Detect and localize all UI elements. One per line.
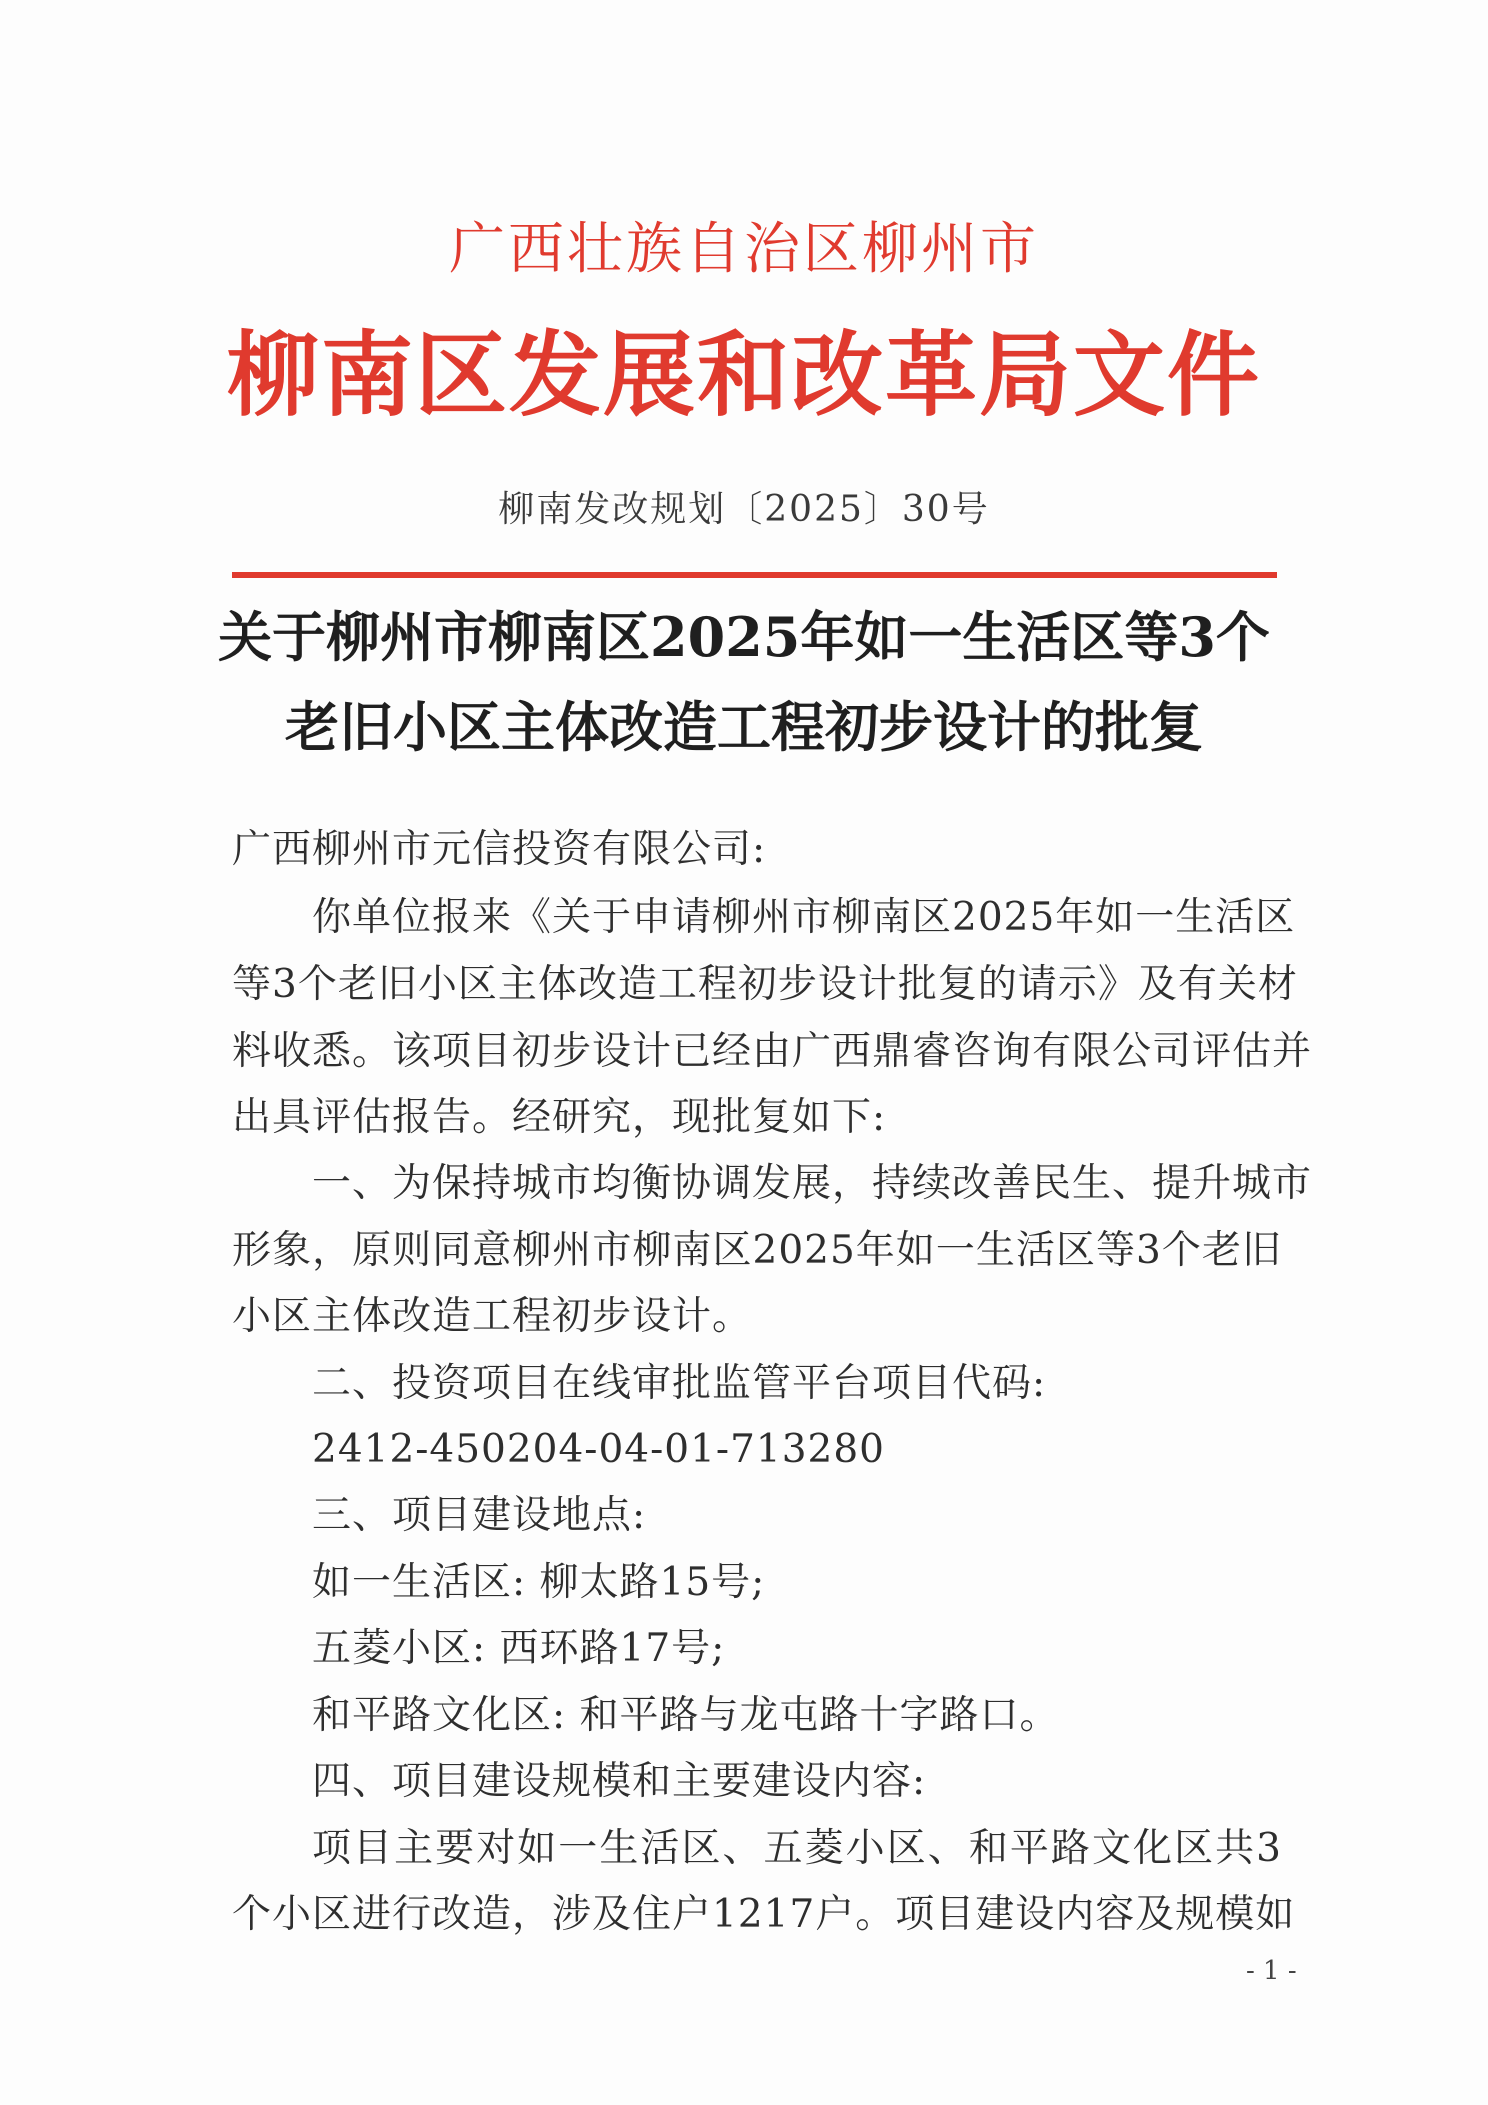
project-code: 2412-450204-04-01-713280 (312, 1427, 885, 1472)
body-line-2: 等3个老旧小区主体改造工程初步设计批复的请示》及有关材 (232, 962, 1298, 1007)
location-ruyi: 如一生活区: 柳太路15号; (312, 1560, 766, 1605)
page-number: - 1 - (1246, 1956, 1297, 1986)
body-line-15: 项目主要对如一生活区、五菱小区、和平路文化区共3 (312, 1826, 1282, 1871)
body-line-3: 料收悉。该项目初步设计已经由广西鼎睿咨询有限公司评估并 (232, 1029, 1313, 1074)
body-line-10: 三、项目建设地点: (312, 1493, 647, 1538)
body-line-8: 二、投资项目在线审批监管平台项目代码: (312, 1361, 1047, 1406)
red-separator-rule (232, 572, 1277, 578)
body-line-7: 小区主体改造工程初步设计。 (232, 1294, 753, 1339)
document-title-line-1: 关于柳州市柳南区2025年如一生活区等3个 (218, 605, 1270, 669)
document-number: 柳南发改规划〔2025〕30号 (498, 489, 990, 530)
body-line-14: 四、项目建设规模和主要建设内容: (312, 1759, 927, 1804)
body-line-6: 形象，原则同意柳州市柳南区2025年如一生活区等3个老旧 (232, 1228, 1282, 1273)
addressee: 广西柳州市元信投资有限公司: (232, 827, 767, 872)
body-line-16: 个小区进行改造，涉及住户1217户。项目建设内容及规模如 (232, 1892, 1296, 1937)
body-line-1: 你单位报来《关于申请柳州市柳南区2025年如一生活区 (312, 895, 1296, 940)
location-wuling: 五菱小区: 西环路17号; (312, 1626, 726, 1671)
issuer-region: 广西壮族自治区柳州市 (449, 217, 1039, 282)
body-line-5: 一、为保持城市均衡协调发展，持续改善民生、提升城市 (312, 1161, 1313, 1206)
body-line-4: 出具评估报告。经研究，现批复如下: (232, 1095, 887, 1140)
issuer-agency-heading: 柳南区发展和改革局文件 (226, 322, 1261, 429)
location-heping: 和平路文化区: 和平路与龙屯路十字路口。 (312, 1693, 1060, 1738)
document-title-line-2: 老旧小区主体改造工程初步设计的批复 (285, 695, 1203, 759)
